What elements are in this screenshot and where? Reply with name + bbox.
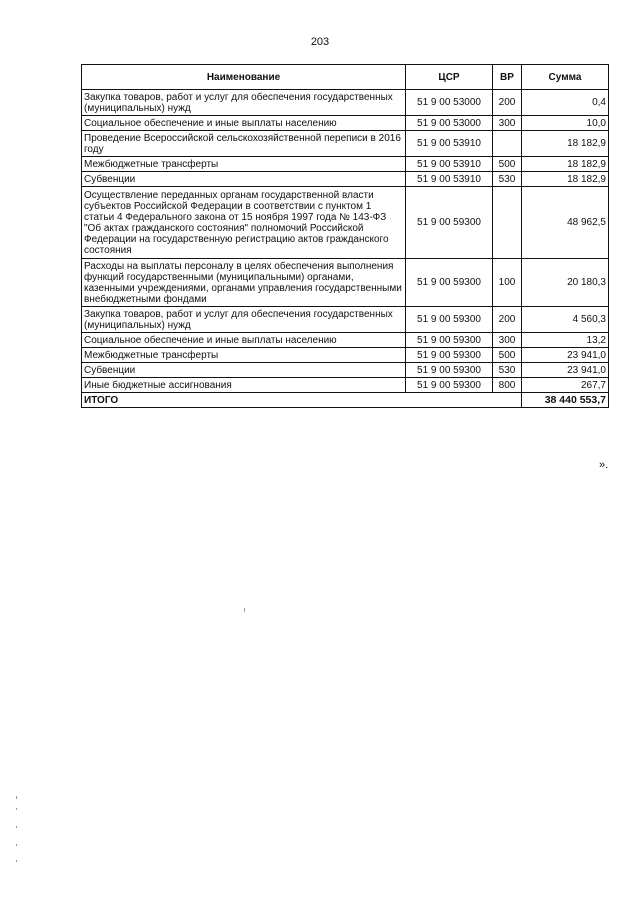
cell-csr: 51 9 00 53910 xyxy=(406,172,493,187)
scan-speck xyxy=(16,860,17,862)
cell-sum: 13,2 xyxy=(522,333,609,348)
cell-csr: 51 9 00 59300 xyxy=(406,187,493,259)
cell-sum: 48 962,5 xyxy=(522,187,609,259)
scan-speck xyxy=(16,796,17,799)
table-row xyxy=(82,131,609,157)
scan-speck xyxy=(16,826,17,828)
scan-speck xyxy=(16,844,17,846)
cell-name: Субвенции xyxy=(82,363,406,378)
cell-vr: 800 xyxy=(493,378,522,393)
cell-sum: 4 560,3 xyxy=(522,307,609,333)
cell-name: Закупка товаров, работ и услуг для обеспечения государственных (муниципальных) нужд xyxy=(82,307,406,333)
cell-name: Осуществление переданных органам государственной власти субъектов Российской Федерации в соответствии с пунктом 1 статьи 4 Федерального закона от 15 ноября 1997 года № 143-ФЗ "Об актах гражданского состояния" полномочий Российской Федерации на государственную регистрацию актов гражданского состояния xyxy=(82,187,406,259)
cell-name: Социальное обеспечение и иные выплаты населению xyxy=(82,116,406,131)
cell-name: Закупка товаров, работ и услуг для обеспечения государственных (муниципальных) нужд xyxy=(82,90,406,116)
cell-vr: 200 xyxy=(493,307,522,333)
header-csr: ЦСР xyxy=(406,65,493,90)
cell-csr: 51 9 00 53910 xyxy=(406,131,493,157)
cell-sum: 18 182,9 xyxy=(522,131,609,157)
cell-vr: 500 xyxy=(493,348,522,363)
page-number: 203 xyxy=(310,36,330,48)
cell-vr: 300 xyxy=(493,116,522,131)
table-row xyxy=(82,259,609,307)
table-row xyxy=(82,307,609,333)
total-row xyxy=(82,393,609,408)
scan-speck xyxy=(16,808,17,810)
budget-table xyxy=(81,64,609,408)
header-sum: Сумма xyxy=(522,65,609,90)
cell-name: Проведение Всероссийской сельскохозяйственной переписи в 2016 году xyxy=(82,131,406,157)
table-row xyxy=(82,363,609,378)
cell-csr: 51 9 00 53000 xyxy=(406,90,493,116)
cell-name: Иные бюджетные ассигнования xyxy=(82,378,406,393)
table-row xyxy=(82,187,609,259)
cell-vr: 530 xyxy=(493,363,522,378)
scan-speck xyxy=(244,608,245,612)
cell-csr: 51 9 00 53000 xyxy=(406,116,493,131)
cell-vr xyxy=(493,187,522,259)
cell-csr: 51 9 00 59300 xyxy=(406,259,493,307)
cell-vr: 300 xyxy=(493,333,522,348)
cell-sum: 23 941,0 xyxy=(522,348,609,363)
cell-name: Расходы на выплаты персоналу в целях обеспечения выполнения функций государственными (муниципальными) органами, казенными учреждениями, органами управления государственными внебюджетными фондами xyxy=(82,259,406,307)
cell-csr: 51 9 00 59300 xyxy=(406,363,493,378)
cell-name: Субвенции xyxy=(82,172,406,187)
cell-sum: 18 182,9 xyxy=(522,172,609,187)
cell-sum: 18 182,9 xyxy=(522,157,609,172)
header-vr: ВР xyxy=(493,65,522,90)
cell-vr: 500 xyxy=(493,157,522,172)
cell-sum: 10,0 xyxy=(522,116,609,131)
table-row xyxy=(82,333,609,348)
table-header-row xyxy=(82,65,609,90)
table-row xyxy=(82,90,609,116)
table-row xyxy=(82,348,609,363)
cell-vr: 530 xyxy=(493,172,522,187)
total-sum: 38 440 553,7 xyxy=(522,393,609,408)
cell-csr: 51 9 00 59300 xyxy=(406,333,493,348)
cell-vr: 200 xyxy=(493,90,522,116)
cell-sum: 23 941,0 xyxy=(522,363,609,378)
cell-csr: 51 9 00 59300 xyxy=(406,348,493,363)
header-name: Наименование xyxy=(82,65,406,90)
cell-sum: 20 180,3 xyxy=(522,259,609,307)
closing-quote-mark: ». xyxy=(599,459,609,471)
cell-sum: 267,7 xyxy=(522,378,609,393)
cell-name: Межбюджетные трансферты xyxy=(82,348,406,363)
cell-sum: 0,4 xyxy=(522,90,609,116)
table-row xyxy=(82,378,609,393)
cell-name: Межбюджетные трансферты xyxy=(82,157,406,172)
cell-csr: 51 9 00 53910 xyxy=(406,157,493,172)
cell-name: Социальное обеспечение и иные выплаты населению xyxy=(82,333,406,348)
cell-vr xyxy=(493,131,522,157)
total-label: ИТОГО xyxy=(82,393,522,408)
cell-vr: 100 xyxy=(493,259,522,307)
cell-csr: 51 9 00 59300 xyxy=(406,307,493,333)
table-row xyxy=(82,172,609,187)
table-body xyxy=(82,90,609,408)
table-row xyxy=(82,116,609,131)
table-row xyxy=(82,157,609,172)
cell-csr: 51 9 00 59300 xyxy=(406,378,493,393)
